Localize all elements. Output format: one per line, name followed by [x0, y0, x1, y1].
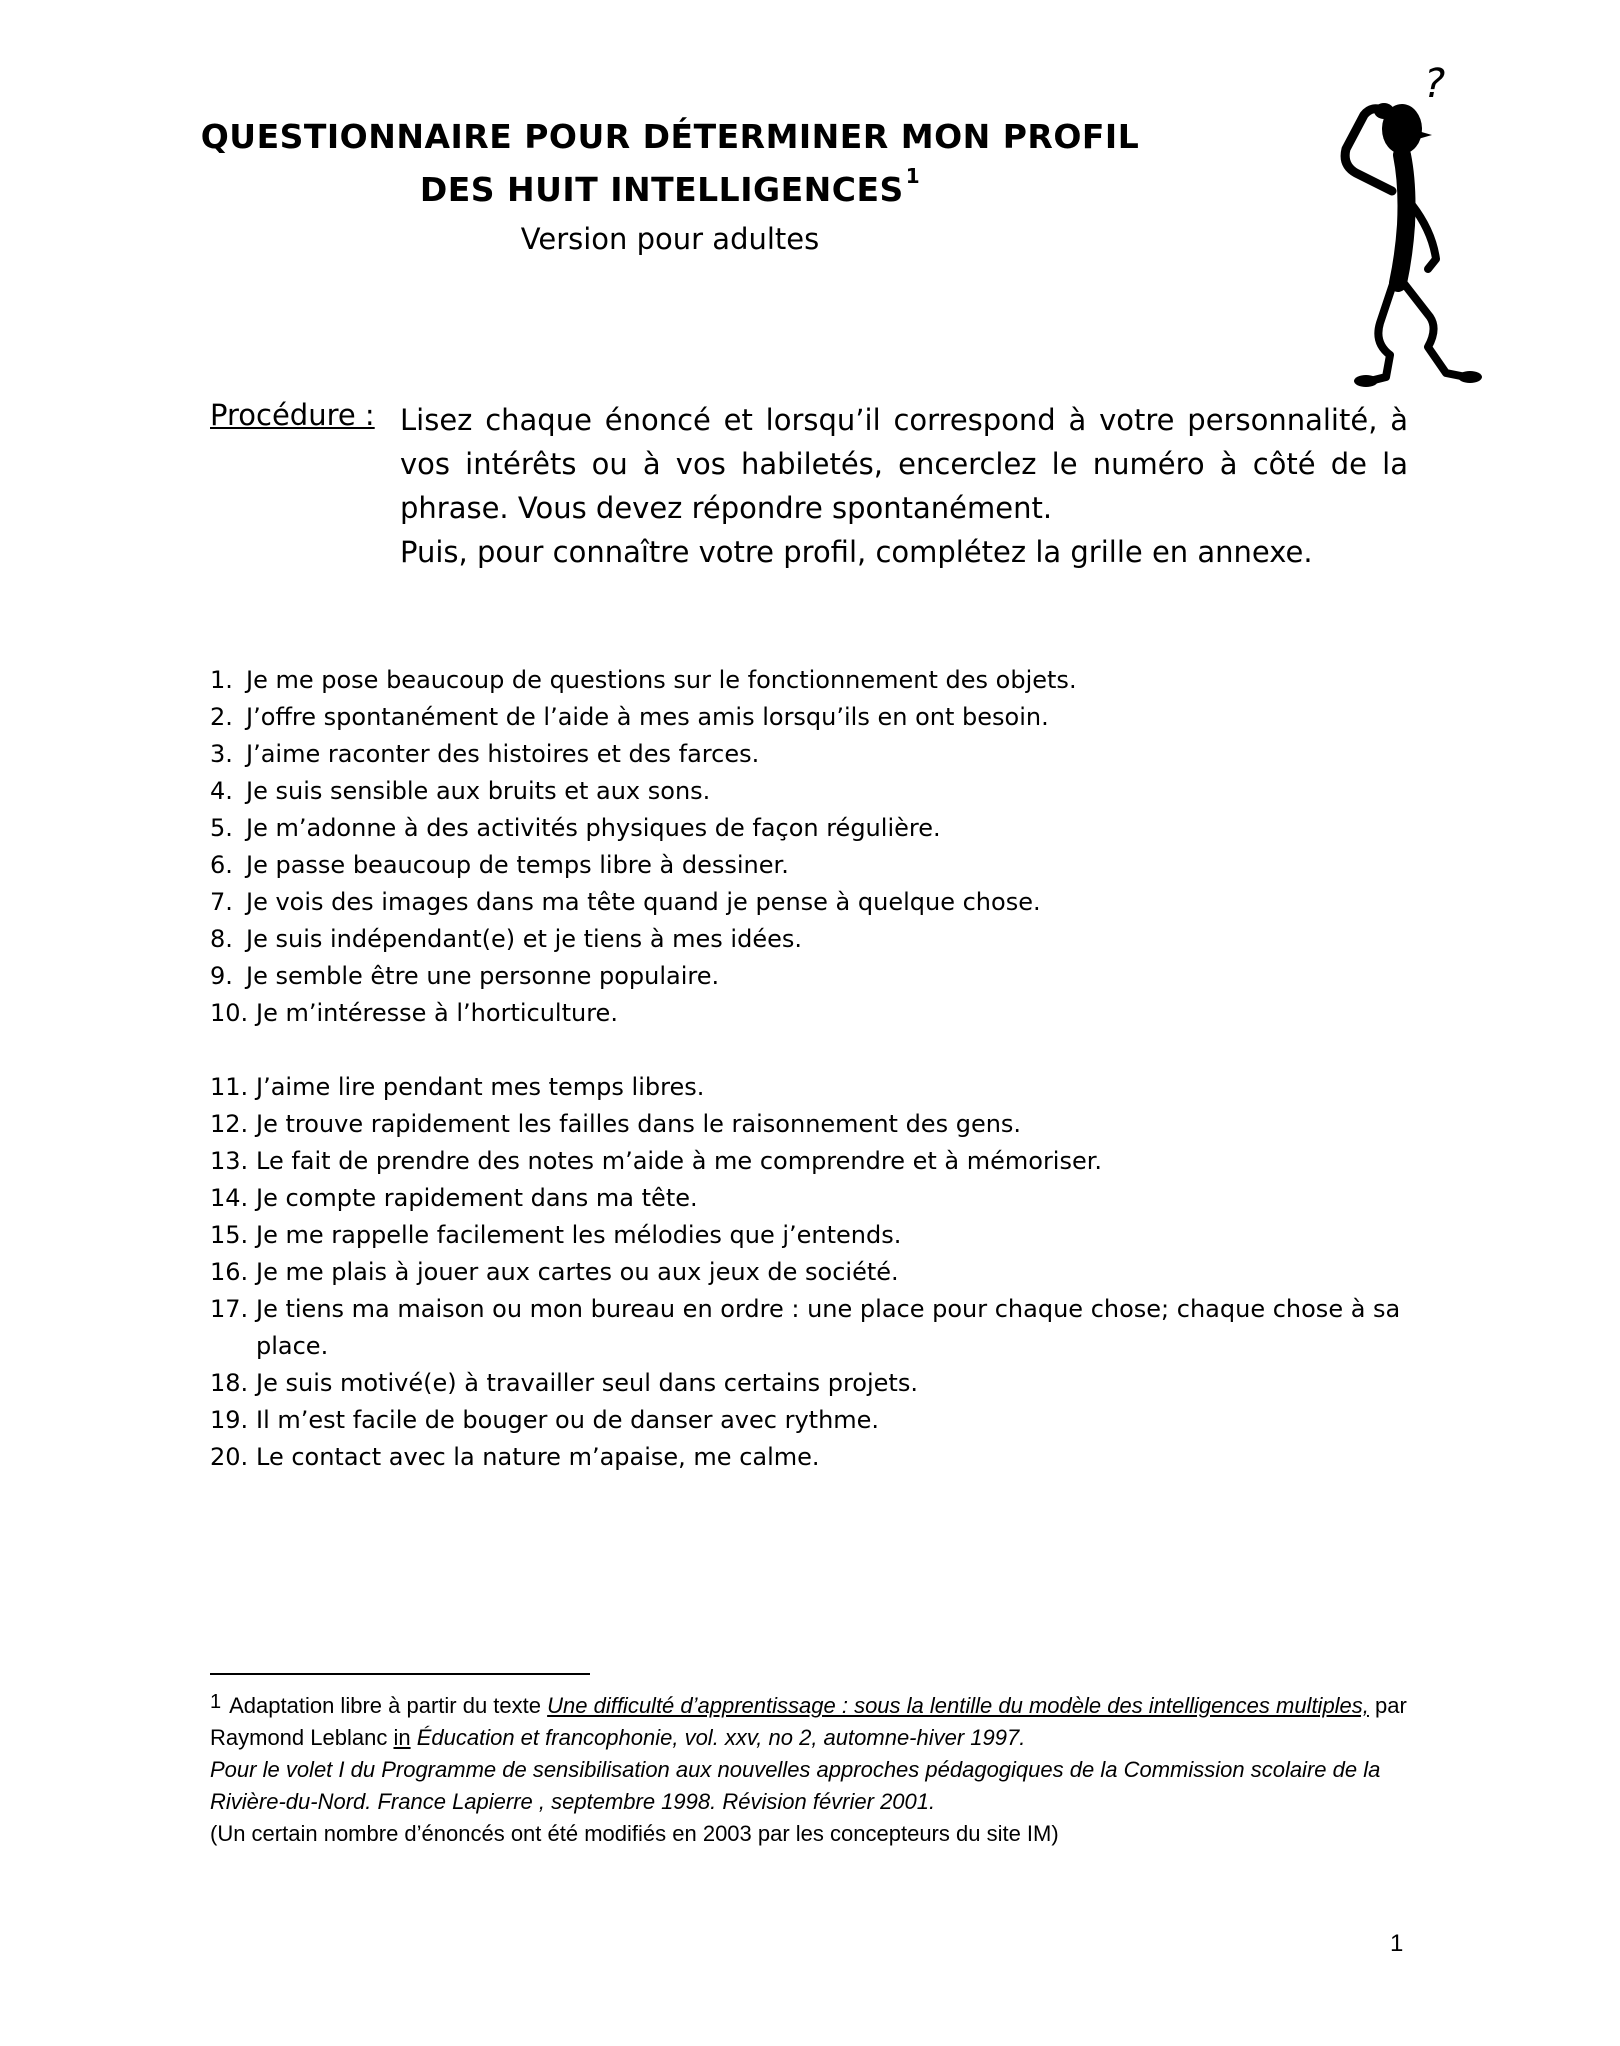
item-text: Je vois des images dans ma tête quand je pense à quelque chose.	[246, 888, 1041, 916]
item-text: Je tiens ma maison ou mon bureau en ordre : une place pour chaque chose; chaque chose à sa place.	[256, 1295, 1401, 1360]
list-item	[210, 847, 1420, 884]
item-number[interactable]: 9.	[210, 962, 233, 990]
list-item	[210, 1439, 1420, 1476]
list-item	[210, 1402, 1420, 1439]
list-item	[210, 810, 1420, 847]
item-number[interactable]: 4.	[210, 777, 233, 805]
list-item	[210, 995, 1420, 1032]
footnote-modification-note: (Un certain nombre d’énoncés ont été modifiés en 2003 par les concepteurs du site IM)	[210, 1821, 1059, 1846]
item-number[interactable]: 1.	[210, 666, 233, 694]
item-text: J’aime lire pendant mes temps libres.	[256, 1073, 705, 1101]
item-text: Je passe beaucoup de temps libre à dessiner.	[246, 851, 789, 879]
item-number[interactable]: 12.	[210, 1110, 249, 1138]
item-text: Je semble être une personne populaire.	[246, 962, 720, 990]
page-subtitle: Version pour adultes	[520, 222, 820, 256]
item-number[interactable]: 2.	[210, 703, 233, 731]
item-number[interactable]: 16.	[210, 1258, 249, 1286]
footnote-mark: 1	[210, 1691, 222, 1713]
page-title-line-2	[180, 164, 1160, 209]
procedure-profile-note: Puis, pour connaître votre profil, complétez la grille en annexe.	[400, 535, 1313, 569]
footnote-program-note: Pour le volet I du Programme de sensibilisation aux nouvelles approches pédagogiques de la Commission scolaire de la Rivière-du-Nord. France Lapierre , septembre 1998. Révision février 2001.	[210, 1757, 1381, 1814]
title-footnote-ref: 1	[905, 164, 921, 188]
footnote-citation	[210, 1690, 1430, 1754]
item-text: J’aime raconter des histoires et des farces.	[246, 740, 760, 768]
footnote-publication: Éducation et francophonie, vol. xxv, no 2, automne-hiver 1997.	[416, 1725, 1026, 1750]
item-text: Il m’est facile de bouger ou de danser avec rythme.	[256, 1406, 880, 1434]
item-text: Je m’intéresse à l’horticulture.	[256, 999, 618, 1027]
item-number[interactable]: 14.	[210, 1184, 249, 1212]
item-number[interactable]: 11.	[210, 1073, 249, 1101]
item-text: Le contact avec la nature m’apaise, me calme.	[256, 1443, 820, 1471]
list-item	[210, 1106, 1420, 1143]
list-item	[210, 773, 1420, 810]
footnote-author: Raymond Leblanc	[210, 1725, 388, 1750]
list-item	[210, 958, 1420, 995]
item-text: Le fait de prendre des notes m’aide à me comprendre et à mémoriser.	[256, 1147, 1103, 1175]
footnote-divider	[210, 1673, 590, 1675]
footnote-by: par	[1375, 1693, 1407, 1718]
list-item	[210, 1217, 1420, 1254]
list-item	[210, 884, 1420, 921]
list-item	[210, 1254, 1420, 1291]
list-item	[210, 1291, 1420, 1365]
item-number[interactable]: 6.	[210, 851, 233, 879]
figure-left-leg	[1370, 281, 1394, 381]
item-text: Je me plais à jouer aux cartes ou aux jeux de société.	[256, 1258, 899, 1286]
page-title-line-2-text: DES HUIT INTELLIGENCES	[419, 170, 904, 209]
footnote-source-title: Une difficulté d’apprentissage : sous la lentille du modèle des intelligences multiples,	[547, 1693, 1369, 1718]
item-number[interactable]: 17.	[210, 1295, 249, 1323]
figure-body	[1398, 155, 1407, 283]
footnote-in: in	[393, 1725, 411, 1750]
item-number[interactable]: 18.	[210, 1369, 249, 1397]
thinking-stick-figure-icon	[1320, 55, 1490, 395]
procedure-label: Procédure :	[210, 398, 375, 432]
item-number[interactable]: 3.	[210, 740, 233, 768]
question-mark-glyph: ?	[1424, 61, 1446, 107]
list-item	[210, 1069, 1420, 1106]
item-number[interactable]: 19.	[210, 1406, 249, 1434]
figure-nose	[1418, 131, 1432, 139]
figure-hanging-arm	[1412, 205, 1436, 269]
item-text: Je m’adonne à des activités physiques de façon régulière.	[246, 814, 941, 842]
item-number[interactable]: 13.	[210, 1147, 249, 1175]
figure-left-foot	[1354, 375, 1378, 387]
figure-right-foot	[1458, 371, 1482, 383]
procedure-text	[400, 398, 1408, 574]
page-number: 1	[1390, 1930, 1404, 1957]
item-text: J’offre spontanément de l’aide à mes amis lorsqu’ils en ont besoin.	[246, 703, 1049, 731]
item-text: Je suis sensible aux bruits et aux sons.	[246, 777, 711, 805]
statement-list	[210, 662, 1420, 1476]
item-number[interactable]: 7.	[210, 888, 233, 916]
item-number[interactable]: 8.	[210, 925, 233, 953]
item-number[interactable]: 10.	[210, 999, 249, 1027]
list-item	[210, 662, 1420, 699]
footnote-intro: Adaptation libre à partir du texte	[229, 1693, 541, 1718]
figure-hand	[1374, 103, 1394, 119]
list-item	[210, 1143, 1420, 1180]
list-item	[210, 736, 1420, 773]
item-text: Je me pose beaucoup de questions sur le fonctionnement des objets.	[246, 666, 1077, 694]
list-item	[210, 921, 1420, 958]
procedure-instructions: Lisez chaque énoncé et lorsqu’il correspond à votre personnalité, à vos intérêts ou à vos habiletés, encerclez le numéro à côté de la phrase. Vous devez répondre spontanément.	[400, 403, 1408, 525]
item-number[interactable]: 5.	[210, 814, 233, 842]
item-text: Je suis motivé(e) à travailler seul dans certains projets.	[256, 1369, 918, 1397]
list-item	[210, 1365, 1420, 1402]
footnote	[210, 1690, 1430, 1850]
item-text: Je compte rapidement dans ma tête.	[256, 1184, 698, 1212]
figure-right-leg	[1402, 281, 1466, 377]
item-text: Je suis indépendant(e) et je tiens à mes idées.	[246, 925, 802, 953]
item-number[interactable]: 20.	[210, 1443, 249, 1471]
page-title-line-1: QUESTIONNAIRE POUR DÉTERMINER MON PROFIL	[200, 117, 1140, 156]
list-item	[210, 699, 1420, 736]
item-text: Je trouve rapidement les failles dans le raisonnement des gens.	[256, 1110, 1022, 1138]
list-item	[210, 1180, 1420, 1217]
item-number[interactable]: 15.	[210, 1221, 249, 1249]
item-text: Je me rappelle facilement les mélodies que j’entends.	[256, 1221, 902, 1249]
